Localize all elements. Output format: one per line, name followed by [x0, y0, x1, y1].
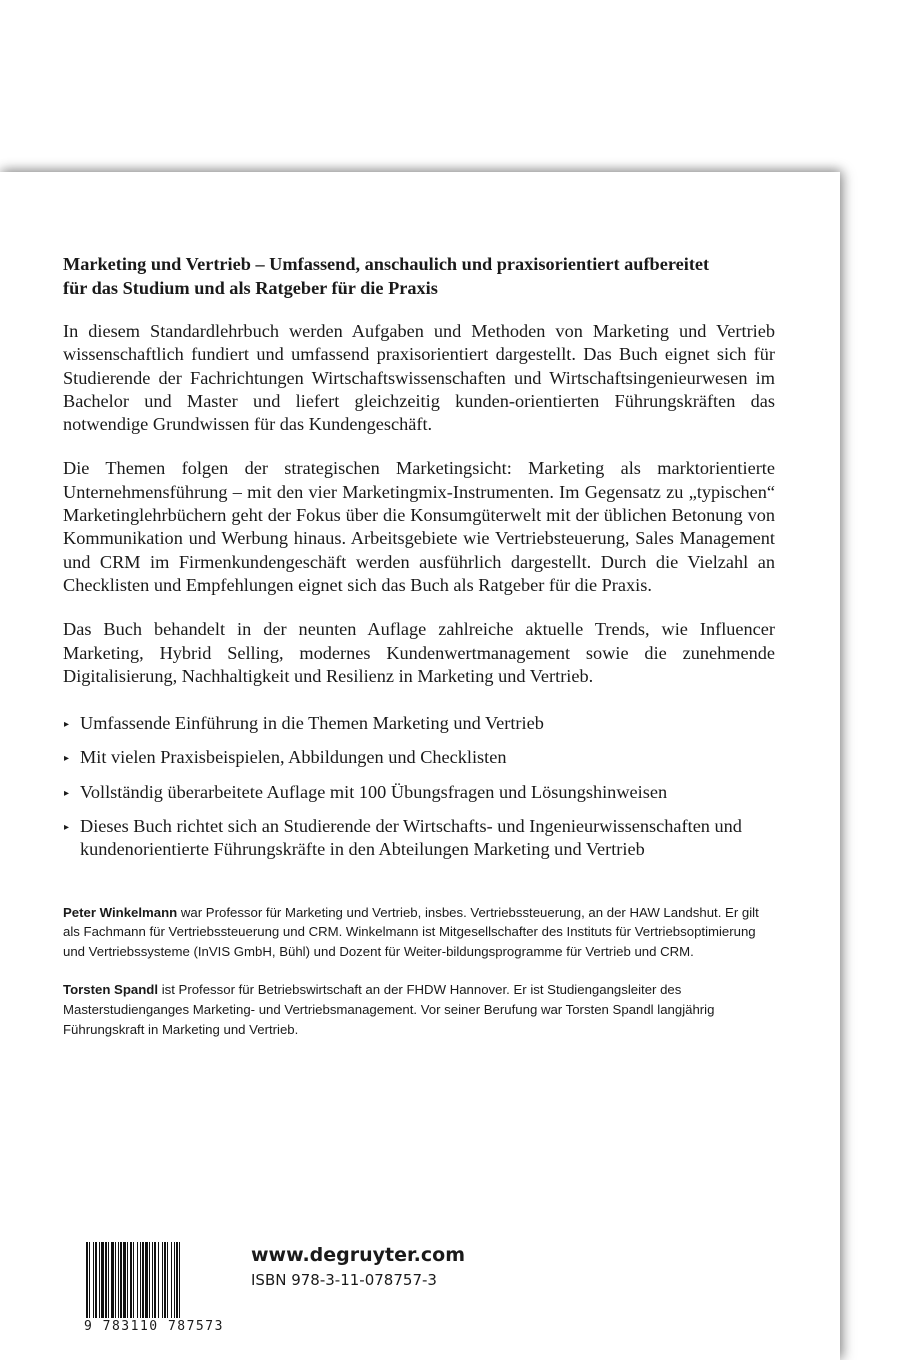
triangle-bullet-icon: ▸	[64, 822, 70, 834]
barcode-bar	[86, 1242, 88, 1318]
feature-list	[63, 712, 775, 861]
author-bio-text: ist Professor für Betriebswirtschaft an der FHDW Hannover. Er ist Studiengangsleiter des Masterstudienganges Marketing- und Vertriebsmanagement. Vor seiner Berufung war Torsten Spandl langjährig Führungskraft in Marketing und Vertrieb.	[63, 982, 715, 1037]
barcode-bar	[115, 1242, 116, 1318]
barcode-bar	[95, 1242, 97, 1318]
barcode-bar	[149, 1242, 150, 1318]
feature-item	[63, 746, 775, 769]
barcode-bar	[118, 1242, 119, 1318]
barcode-bar	[93, 1242, 94, 1318]
isbn-barcode	[84, 1242, 224, 1360]
feature-text: Umfassende Einführung in die Themen Marketing und Vertrieb	[80, 713, 544, 734]
barcode-bar	[142, 1242, 144, 1318]
barcode-bar	[167, 1242, 168, 1318]
barcode-bars	[84, 1242, 224, 1324]
feature-text: Dieses Buch richtet sich an Studierende der Wirtschafts- und Ingenieurwissenschaften und kundenorientierte Führungskräfte in den Abteilungen Marketing und Vertrieb	[80, 816, 742, 860]
barcode-bar	[123, 1242, 126, 1318]
barcode-bar	[179, 1242, 180, 1318]
book-back-cover	[0, 172, 840, 1360]
barcode-bar	[130, 1242, 132, 1318]
cover-text	[63, 252, 775, 1039]
publisher-url[interactable]: www.degruyter.com	[251, 1244, 465, 1266]
feature-text: Mit vielen Praxisbeispielen, Abbildungen und Checklisten	[80, 747, 507, 768]
feature-item	[63, 781, 775, 804]
headline-line-2: für das Studium und als Ratgeber für die Praxis	[63, 278, 438, 298]
barcode-bar	[174, 1242, 175, 1318]
publisher-info	[251, 1243, 465, 1291]
author-name: Peter Winkelmann	[63, 904, 178, 920]
paragraph-intro: In diesem Standardlehrbuch werden Aufgaben und Methoden von Marketing und Vertrieb wissenschaftlich fundiert und umfassend praxisorientiert dargestellt. Das Buch eignet sich für Studierende der Fachrichtungen Wirtschaftswissenschaften und Wirtschaftsingenieurwesen im Bachelor und Master und liefert gleichzeitig kunden-orientierten Führungskräften das notwendige Grundwissen für das Kundengeschäft.	[63, 321, 775, 435]
headline-line-1: Marketing und Vertrieb – Umfassend, anschaulich und praxisorientiert aufbereitet	[63, 254, 710, 274]
barcode-bar	[89, 1242, 90, 1318]
author-bio-winkelmann	[63, 903, 775, 962]
barcode-bar	[176, 1242, 178, 1318]
feature-text: Vollständig überarbeitete Auflage mit 100 Übungsfragen und Lösungshinweisen	[80, 781, 668, 802]
barcode-bar	[162, 1242, 163, 1318]
barcode-bar	[108, 1242, 109, 1318]
barcode-bar	[145, 1242, 148, 1318]
headline	[63, 252, 775, 300]
triangle-bullet-icon: ▸	[64, 787, 70, 799]
triangle-bullet-icon: ▸	[64, 753, 70, 765]
feature-item	[63, 712, 775, 735]
barcode-bar	[164, 1242, 166, 1318]
barcode-bar	[99, 1242, 100, 1318]
author-bio-spandl	[63, 980, 775, 1039]
isbn-text: ISBN 978-3-11-078757-3	[251, 1271, 437, 1289]
barcode-digits: 9 783110 787573	[84, 1319, 224, 1334]
barcode-bar	[152, 1242, 153, 1318]
barcode-bar	[140, 1242, 141, 1318]
triangle-bullet-icon: ▸	[64, 719, 70, 731]
barcode-bar	[133, 1242, 134, 1318]
paragraph-themes: Die Themen folgen der strategischen Marketingsicht: Marketing als marktorientierte Unternehmensführung – mit den vier Marketingmix-Instrumenten. Im Gegensatz zu „typischen“ Marketinglehrbüchern geht der Fokus über die Konsumgüterwelt mit der üblichen Betonung von Kommunikation und Werbung hinaus. Arbeitsgebiete wie Vertriebsteuerung, Sales Management und CRM im Firmenkundengeschäft werden ausführlich dargestellt. Durch die Vielzahl an Checklisten und Empfehlungen eignet sich das Buch als Ratgeber für die Praxis.	[63, 458, 775, 595]
barcode-bar	[105, 1242, 107, 1318]
author-bio-text: war Professor für Marketing und Vertrieb, insbes. Vertriebssteuerung, an der HAW Landshut. Er gilt als Fachmann für Vertriebssteuerung und CRM. Winkelmann ist Mitgesellschafter des Instituts für Vertriebsoptimierung und Vertriebssysteme (InVIS GmbH, Bühl) und Dozent für Weiter-bildungsprogramme für Vertrieb und CRM.	[63, 904, 759, 959]
barcode-bar	[120, 1242, 122, 1318]
paragraph-trends: Das Buch behandelt in der neunten Auflage zahlreiche aktuelle Trends, wie Influencer Marketing, Hybrid Selling, modernes Kundenwertmanagement sowie die zunehmende Digitalisierung, Nachhaltigkeit und Resilienz in Marketing und Vertrieb.	[63, 619, 775, 686]
barcode-bar	[137, 1242, 138, 1318]
barcode-bar	[154, 1242, 156, 1318]
barcode-bar	[158, 1242, 159, 1318]
author-name: Torsten Spandl	[63, 982, 159, 998]
barcode-bar	[127, 1242, 128, 1318]
barcode-bar	[171, 1242, 172, 1318]
feature-item	[63, 815, 775, 862]
barcode-bar	[101, 1242, 104, 1318]
barcode-bar	[111, 1242, 114, 1318]
